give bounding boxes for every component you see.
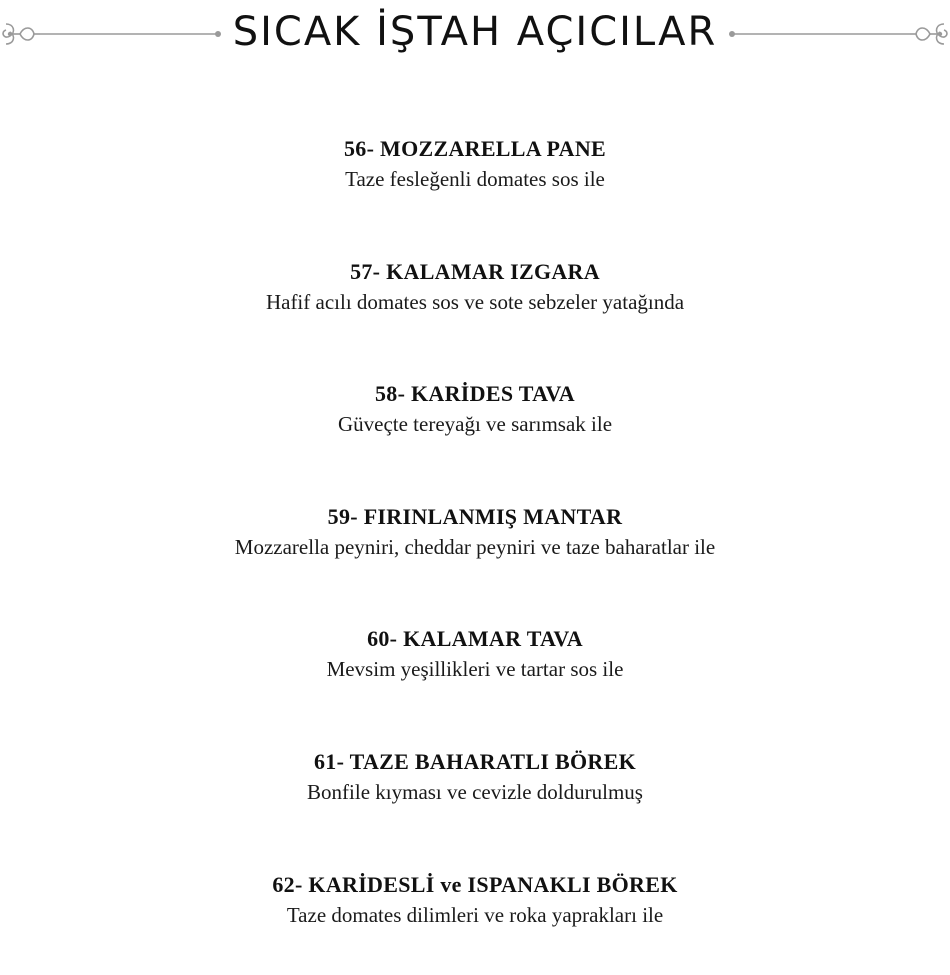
page-title: SICAK İŞTAH AÇICILAR — [232, 9, 718, 55]
menu-item-description: Taze domates dilimleri ve roka yaprakları ile — [286, 903, 664, 927]
menu-item-description: Taze fesleğenli domates sos ile — [345, 167, 605, 191]
scroll-ornament-right-icon — [725, 14, 950, 54]
menu-item — [0, 624, 950, 684]
menu-item-name: 56- MOZZARELLA PANE — [344, 136, 606, 161]
menu-item-name: 59- FIRINLANMIŞ MANTAR — [327, 504, 623, 529]
menu-item-name: 58- KARİDES TAVA — [374, 381, 575, 406]
menu-item-name: 57- KALAMAR IZGARA — [350, 259, 600, 284]
menu-item — [0, 379, 950, 439]
menu-item-description: Hafif acılı domates sos ve sote sebzeler yatağında — [265, 290, 685, 314]
menu-item-name: 60- KALAMAR TAVA — [367, 626, 583, 651]
menu-item — [0, 502, 950, 562]
menu-item — [0, 747, 950, 807]
menu-item — [0, 134, 950, 194]
menu-item-name: 61- TAZE BAHARATLI BÖREK — [314, 749, 636, 774]
menu-item-description: Mozzarella peyniri, cheddar peyniri ve taze baharatlar ile — [234, 535, 716, 559]
menu-item-description: Bonfile kıyması ve cevizle doldurulmuş — [307, 780, 643, 804]
menu-header — [0, 0, 950, 70]
menu-item — [0, 257, 950, 317]
menu-item-name: 62- KARİDESLİ ve ISPANAKLI BÖREK — [272, 872, 678, 897]
menu-item — [0, 870, 950, 930]
menu-item-description: Mevsim yeşillikleri ve tartar sos ile — [326, 657, 624, 681]
menu-item-description: Güveçte tereyağı ve sarımsak ile — [337, 412, 613, 436]
